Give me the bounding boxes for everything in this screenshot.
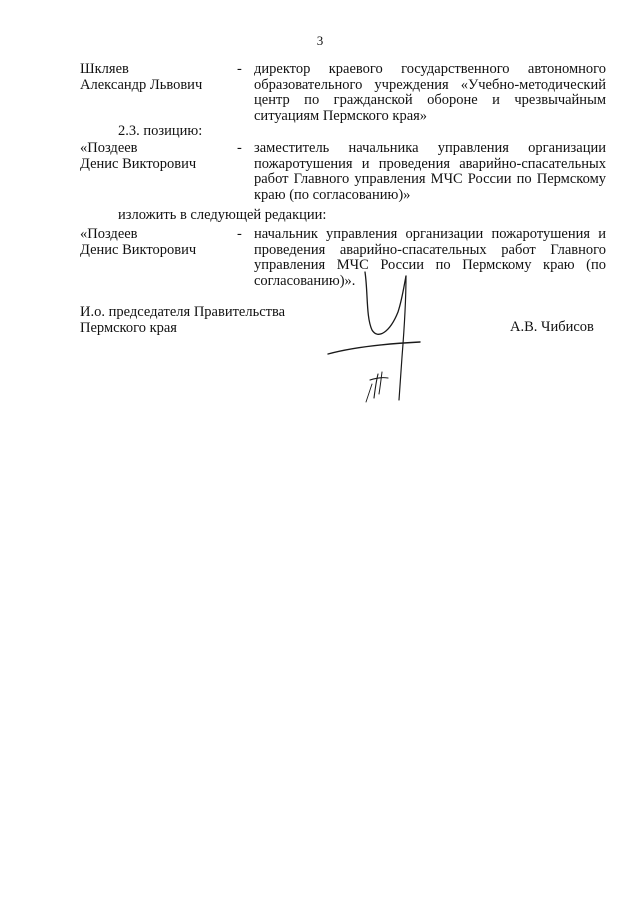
signatory-title xyxy=(80,305,285,336)
entry-surname: «Поздеев xyxy=(80,226,138,242)
entry-description: директор краевого государственного автономного образовательного учреждения «Учебно-методический центр по гражданской обороне и чрезвычайным ситуациям Пермского края» xyxy=(254,61,606,124)
signature-stroke xyxy=(365,272,406,334)
signature-stroke xyxy=(328,342,420,354)
entry-surname: Шкляев xyxy=(80,61,129,77)
entry-name xyxy=(80,227,240,258)
entry-shklyaev xyxy=(80,62,606,124)
signer-name: А.В. Чибисов xyxy=(510,319,594,335)
entry-given-names: Денис Викторович xyxy=(80,241,197,258)
signature-stroke xyxy=(366,384,372,402)
signature-stroke xyxy=(379,372,382,394)
entry-name xyxy=(80,62,240,93)
entry-description: заместитель начальника управления организации пожаротушения и проведения аварийно-спасательных работ Главного управления МЧС России по Пермскому краю (по согласованию)» xyxy=(254,140,606,203)
restate-heading: изложить в следующей редакции: xyxy=(118,207,327,223)
handwritten-signature xyxy=(320,262,430,412)
entry-description: начальник управления организации пожаротушения и проведения аварийно-спасательных работ Главного управления МЧС России по Пермскому краю (по согласованию)». xyxy=(254,226,606,289)
entry-pozdeev-old xyxy=(80,141,606,203)
entry-given-names: Александр Львович xyxy=(80,76,203,93)
entry-dash: - xyxy=(237,61,242,77)
entry-dash: - xyxy=(237,226,242,242)
entry-name xyxy=(80,141,240,172)
position-heading: 2.3. позицию: xyxy=(118,123,203,139)
signatory-title-line1: И.о. председателя Правительства xyxy=(80,304,286,320)
entry-given-names: Денис Викторович xyxy=(80,155,197,172)
page-number: 3 xyxy=(316,33,324,48)
signatory-title-line2: Пермского края xyxy=(80,319,177,336)
entry-dash: - xyxy=(237,140,242,156)
entry-surname: «Поздеев xyxy=(80,140,138,156)
signature-stroke xyxy=(370,378,388,380)
